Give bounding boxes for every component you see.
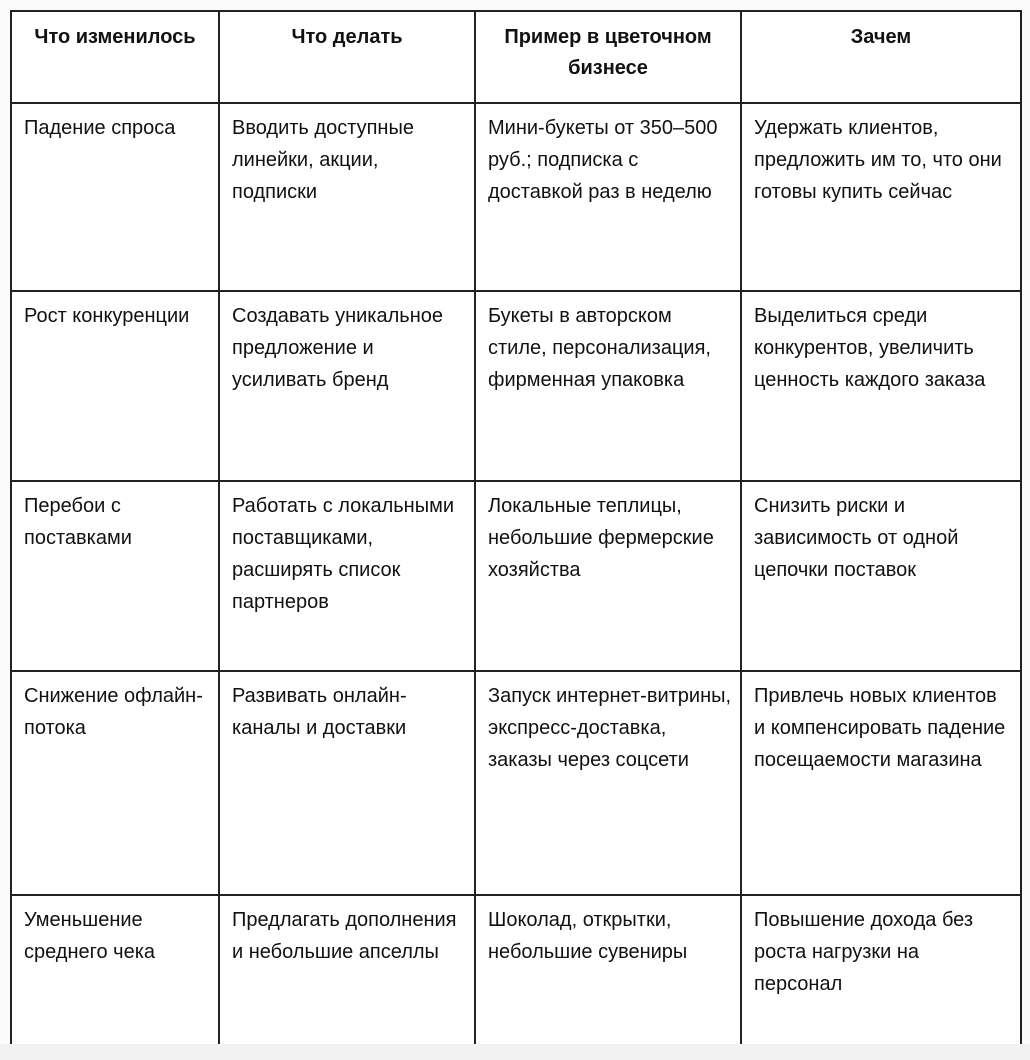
cell-example [475, 291, 741, 481]
header-why [741, 11, 1021, 103]
table-row [11, 103, 1021, 291]
table-row [11, 895, 1021, 1053]
table-row [11, 671, 1021, 895]
header-example [475, 11, 741, 103]
header-why-text: Зачем [850, 26, 912, 48]
cell-why [741, 671, 1021, 895]
header-row [11, 11, 1021, 103]
table-row [11, 481, 1021, 671]
cell-action-text: Развивать онлайн-каналы и доставки [232, 685, 407, 739]
header-what-changed [11, 11, 219, 103]
table-row [11, 291, 1021, 481]
cell-why [741, 895, 1021, 1053]
cell-why [741, 291, 1021, 481]
cell-action [219, 103, 475, 291]
cell-why-text: Снизить риски и зависимость от одной цепочки поставок [754, 495, 959, 581]
cell-why [741, 481, 1021, 671]
cell-example [475, 481, 741, 671]
cell-example [475, 895, 741, 1053]
cell-change-text: Уменьшение среднего чека [24, 909, 156, 963]
header-example-text: Пример в цветочном бизнесе [504, 26, 712, 79]
cell-change [11, 671, 219, 895]
cell-action [219, 895, 475, 1053]
cell-example-text: Запуск интернет-витрины, экспресс-доставка, заказы через соцсети [488, 685, 732, 771]
cell-why [741, 103, 1021, 291]
cell-action [219, 671, 475, 895]
cell-action [219, 481, 475, 671]
header-what-changed-text: Что изменилось [34, 26, 196, 48]
cell-action-text: Работать с локальными поставщиками, расширять список партнеров [232, 495, 455, 613]
cell-change-text: Падение спроса [24, 117, 176, 139]
cell-why-text: Повышение дохода без роста нагрузки на персонал [754, 909, 974, 995]
cell-example [475, 671, 741, 895]
table-header [11, 11, 1021, 103]
cell-action-text: Создавать уникальное предложение и усиливать бренд [232, 305, 443, 391]
cell-action-text: Предлагать дополнения и небольшие апселлы [232, 909, 457, 963]
cell-example-text: Шоколад, открытки, небольшие сувениры [488, 909, 688, 963]
cell-change [11, 103, 219, 291]
cell-example-text: Мини-букеты от 350–500 руб.; подписка с доставкой раз в неделю [488, 117, 718, 203]
cell-example-text: Локальные теплицы, небольшие фермерские хозяйства [488, 495, 714, 581]
cell-change-text: Снижение офлайн-потока [24, 685, 203, 739]
header-what-to-do-text: Что делать [291, 26, 403, 48]
cell-why-text: Выделиться среди конкурентов, увеличить ценность каждого заказа [754, 305, 986, 391]
cell-example [475, 103, 741, 291]
cell-change [11, 895, 219, 1053]
cell-why-text: Удержать клиентов, предложить им то, что они готовы купить сейчас [754, 117, 1002, 203]
cell-change-text: Перебои с поставками [24, 495, 132, 549]
header-what-to-do [219, 11, 475, 103]
bottom-strip [0, 1044, 1030, 1060]
cell-example-text: Букеты в авторском стиле, персонализация, фирменная упаковка [488, 305, 711, 391]
cell-change-text: Рост конкуренции [24, 305, 190, 327]
table-body [11, 103, 1021, 1053]
cell-change [11, 481, 219, 671]
cell-action [219, 291, 475, 481]
cell-why-text: Привлечь новых клиентов и компенсировать падение посещаемости магазина [754, 685, 1006, 771]
strategy-table [10, 10, 1022, 1054]
cell-change [11, 291, 219, 481]
cell-action-text: Вводить доступные линейки, акции, подписки [232, 117, 414, 203]
